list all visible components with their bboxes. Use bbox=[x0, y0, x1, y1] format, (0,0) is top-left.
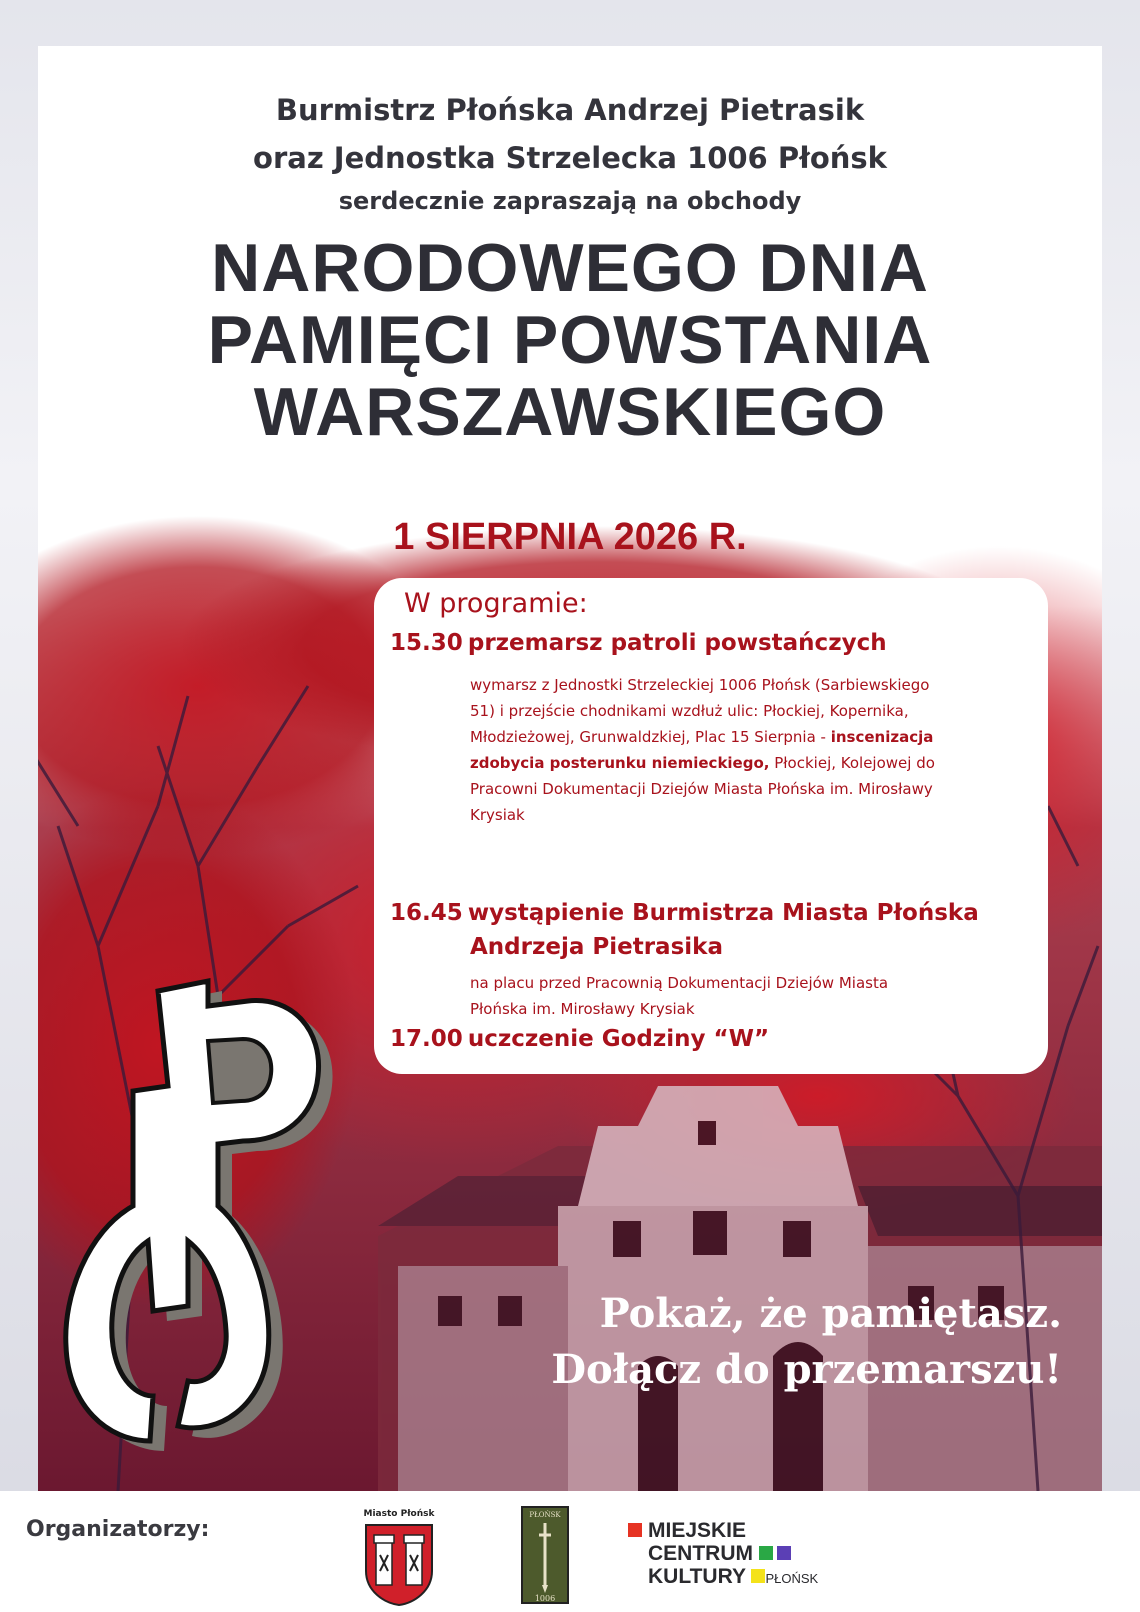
slogan-line: Pokaż, że pamiętasz. bbox=[599, 1290, 1062, 1337]
mck-text: KULTURY bbox=[648, 1565, 746, 1588]
title-line: NARODOWEGO DNIA bbox=[211, 230, 929, 306]
mck-line bbox=[628, 1565, 818, 1590]
poster bbox=[38, 46, 1102, 1491]
slogan-line: Dołącz do przemarszu! bbox=[551, 1346, 1062, 1393]
program-card bbox=[374, 578, 1048, 1074]
description-highlight: inscenizacja zdobycia posterunku niemieckiego, bbox=[470, 728, 934, 772]
sword-emblem-icon bbox=[520, 1505, 570, 1605]
program-description: na placu przed Pracownią Dokumentacji Dziejów Miasta Płońska im. Mirosławy Krysiak bbox=[470, 974, 889, 1018]
coat-of-arms-icon bbox=[362, 1521, 436, 1607]
slogan bbox=[551, 1286, 1062, 1398]
description-text: Płockiej, Kolejowej do Pracowni Dokumentacji Dziejów Miasta Płońska im. Mirosławy Krysiak bbox=[470, 754, 935, 824]
city-logo-label: Miasto Płońsk bbox=[363, 1509, 435, 1519]
event-date: 1 SIERPNIA 2026 R. bbox=[393, 516, 747, 558]
shooting-unit-logo bbox=[520, 1505, 570, 1605]
mck-text: CENTRUM bbox=[648, 1542, 753, 1565]
program-title: wystąpienie Burmistrza Miasta Płońska bbox=[467, 900, 979, 926]
title-line: WARSZAWSKIEGO bbox=[253, 374, 887, 450]
yellow-square-icon bbox=[751, 1569, 765, 1583]
jsr-logo-top: PŁOŃSK bbox=[529, 1511, 561, 1519]
program-item bbox=[390, 1026, 1040, 1052]
program-item-continued bbox=[470, 934, 1102, 960]
program-description bbox=[470, 672, 950, 828]
purple-square-icon bbox=[777, 1546, 791, 1560]
jsr-logo-bottom: 1006 bbox=[534, 1594, 556, 1603]
mck-line bbox=[628, 1519, 818, 1542]
program-title: Andrzeja Pietrasika bbox=[470, 934, 723, 960]
invitation-text: serdecznie zapraszają na obchody bbox=[338, 187, 802, 215]
green-square-icon bbox=[759, 1546, 773, 1560]
mck-text: MIEJSKIE bbox=[648, 1519, 747, 1542]
program-time: 15.30 bbox=[390, 630, 463, 656]
program-time: 17.00 bbox=[390, 1026, 463, 1052]
organizer-mayor: Burmistrz Płońska Andrzej Pietrasik bbox=[275, 93, 865, 127]
footer bbox=[0, 1491, 1140, 1612]
city-coat-of-arms-logo bbox=[362, 1509, 436, 1607]
mck-logo bbox=[628, 1519, 818, 1590]
organizer-unit: oraz Jednostka Strzelecka 1006 Płońsk bbox=[253, 141, 887, 175]
event-title bbox=[38, 232, 1102, 448]
header bbox=[38, 86, 1102, 220]
mck-line bbox=[628, 1542, 818, 1565]
program-item bbox=[390, 630, 1040, 656]
program-title: przemarsz patroli powstańczych bbox=[467, 630, 887, 656]
program-heading: W programie: bbox=[404, 588, 588, 619]
title-line: PAMIĘCI POWSTANIA bbox=[207, 302, 933, 378]
program-time: 16.45 bbox=[390, 900, 463, 926]
red-square-icon bbox=[628, 1523, 642, 1537]
description-text: wymarsz z Jednostki Strzeleckiej 1006 Płońsk (Sarbiewskiego 51) i przejście chodnikami wzdłuż ulic: Płockiej, Kopernika, Młodzieżowej, Grunwaldzkiej, Plac 15 Sierpnia - bbox=[470, 676, 930, 746]
organizers-label: Organizatorzy: bbox=[26, 1517, 210, 1542]
mck-city: PŁOŃSK bbox=[765, 1571, 819, 1586]
program-item bbox=[390, 900, 1040, 926]
program-title: uczczenie Godziny “W” bbox=[467, 1026, 770, 1052]
